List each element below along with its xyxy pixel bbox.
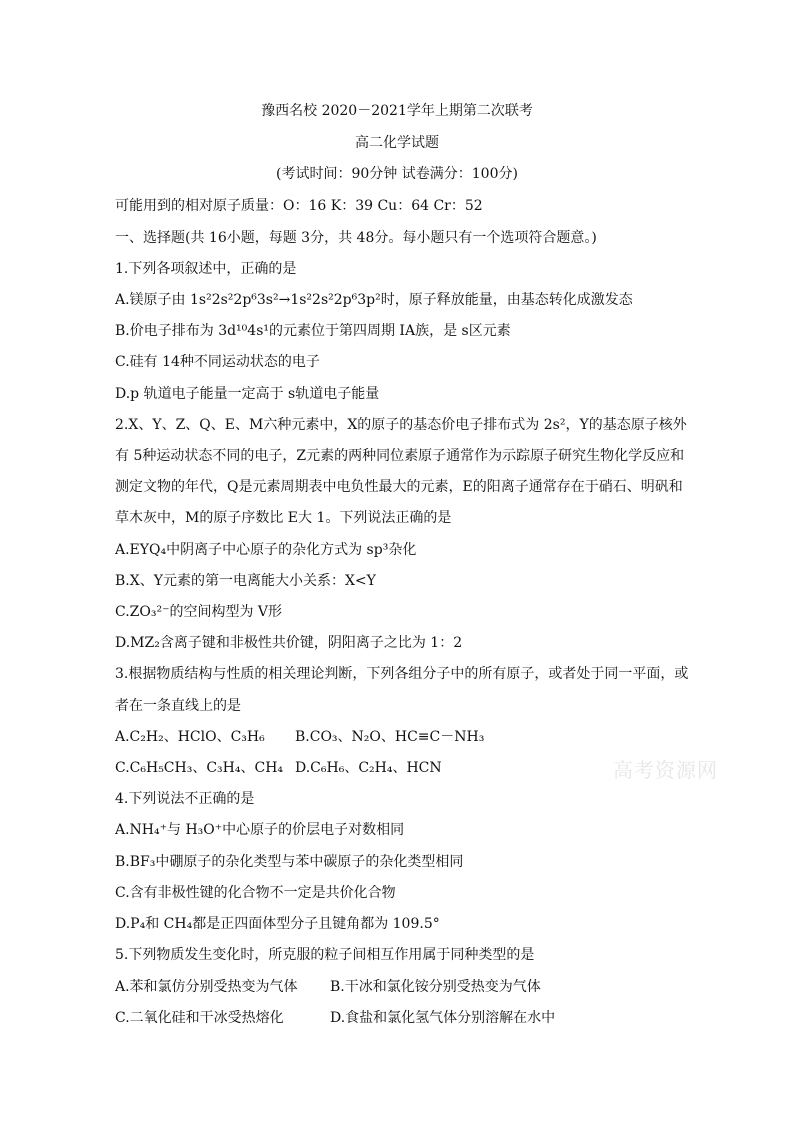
question-2-option-d: D.MZ₂含离子键和非极性共价键，阴阳离子之比为 1：2 (115, 635, 463, 651)
question-3-option-b: B.CO₃、N₂O、HC≡C－NH₃ (295, 729, 485, 745)
question-3-line-2: 者在一条直线上的是 (115, 698, 241, 714)
question-2-line-4: 草木灰中，M的原子序数比 E大 1。下列说法正确的是 (115, 510, 452, 526)
question-3-option-c: C.C₆H₅CH₃、C₃H₄、CH₄ (115, 760, 284, 776)
question-2-option-b: B.X、Y元素的第一电离能大小关系：X<Y (115, 573, 376, 589)
question-2-option-a: A.EYQ₄中阴离子中心原子的杂化方式为 sp³杂化 (115, 542, 417, 558)
question-4-option-d: D.P₄和 CH₄都是正四面体型分子且键角都为 109.5° (115, 916, 440, 932)
exam-title: 豫西名校 2020－2021学年上期第二次联考 (261, 103, 533, 119)
exam-info: (考试时间：90分钟 试卷满分：100分) (276, 166, 518, 182)
question-4-option-b: B.BF₃中硼原子的杂化类型与苯中碳原子的杂化类型相同 (115, 854, 464, 870)
question-1-option-a: A.镁原子由 1s²2s²2p⁶3s²→1s²2s²2p⁶3p²时，原子释放能量，由基态转化成激发态 (115, 292, 633, 308)
question-5-option-b: B.干冰和氯化铵分别受热变为气体 (330, 979, 541, 995)
question-5-stem: 5.下列物质发生变化时，所克服的粒子间相互作用属于同种类型的是 (115, 947, 535, 963)
question-1-option-d: D.p 轨道电子能量一定高于 s轨道电子能量 (115, 386, 380, 402)
question-2-option-c: C.ZO₃²⁻的空间构型为 V形 (115, 604, 283, 620)
exam-subject: 高二化学试题 (355, 135, 439, 151)
question-5-option-d: D.食盐和氯化氢气体分别溶解在水中 (330, 1010, 556, 1026)
question-1-option-c: C.硅有 14种不同运动状态的电子 (115, 354, 320, 370)
question-2-line-3: 测定文物的年代，Q是元素周期表中电负性最大的元素，E的阳离子通常存在于硝石、明矾和 (115, 479, 683, 495)
section-title: 一、选择题(共 16小题，每题 3分，共 48分。每小题只有一个选项符合题意。) (115, 230, 597, 246)
question-1-stem: 1.下列各项叙述中，正确的是 (115, 261, 297, 277)
question-5-option-c: C.二氧化硅和干冰受热熔化 (115, 1010, 284, 1026)
question-3-line-1: 3.根据物质结构与性质的相关理论判断，下列各组分子中的所有原子，或者处于同一平面，或 (115, 666, 689, 682)
watermark: 高考资源网 (613, 758, 718, 782)
question-4-option-a: A.NH₄⁺与 H₃O⁺中心原子的价层电子对数相同 (115, 822, 405, 838)
question-3-option-d: D.C₆H₆、C₂H₄、HCN (295, 760, 442, 776)
question-2-line-1: 2.X、Y、Z、Q、E、M六种元素中，X的原子的基态价电子排布式为 2s²，Y的基态原子核外 (115, 417, 687, 433)
atomic-masses: 可能用到的相对原子质量：O：16 K：39 Cu：64 Cr：52 (115, 198, 483, 214)
question-2-line-2: 有 5种运动状态不同的电子，Z元素的两种同位素原子通常作为示踪原子研究生物化学反应和 (115, 448, 685, 464)
question-4-stem: 4.下列说法不正确的是 (115, 791, 255, 807)
question-4-option-c: C.含有非极性键的化合物不一定是共价化合物 (115, 885, 396, 901)
question-3-option-a: A.C₂H₂、HClO、C₃H₆ (115, 729, 265, 745)
question-1-option-b: B.价电子排布为 3d¹⁰4s¹的元素位于第四周期 IA族，是 s区元素 (115, 323, 511, 339)
question-5-option-a: A.苯和氯仿分别受热变为气体 (115, 979, 298, 995)
